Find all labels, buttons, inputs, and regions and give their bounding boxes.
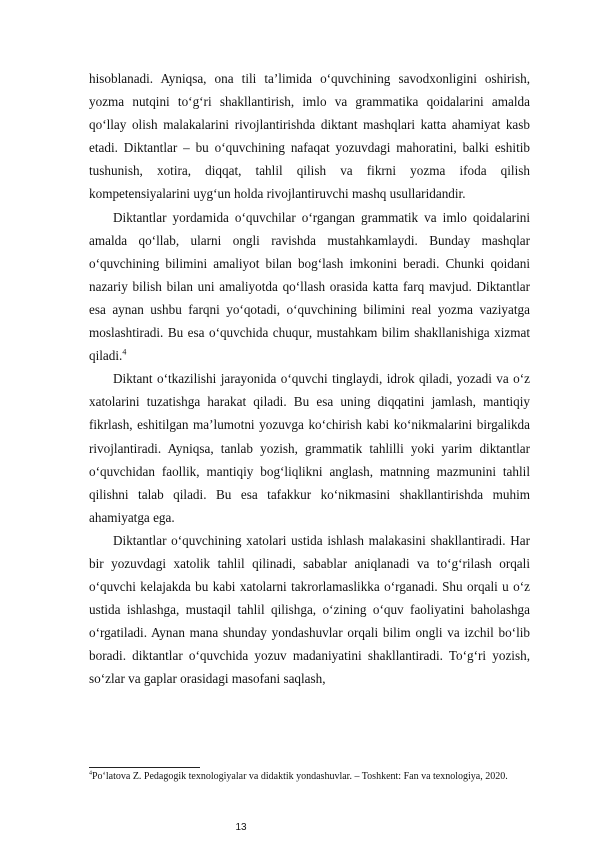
footnote-reference[interactable]: 4 — [122, 347, 127, 357]
footnote-text: Po‘latova Z. Pedagogik texnologiyalar va didaktik yondashuvlar. – Toshkent: Fan va texnologiya, 2020. — [92, 771, 508, 782]
paragraph-2 — [89, 206, 530, 368]
paragraph-2-text: Diktantlar yordamida o‘quvchilar o‘rgangan grammatik va imlo qoidalarini amalda qo‘llab, ularni ongli ravishda mustahkamlaydi. Bunday mashqlar o‘quvchining bilimini amaliyot bilan bog‘lash imkonini beradi. Chunki qoidani nazariy bilish bilan uni amaliyotda qo‘llash orasida katta farq mavjud. Diktantlar esa aynan ushbu farqni yo‘qotadi, o‘quvchining bilimini real yozma vaziyatga moslashtiradi. Bu esa o‘quvchida chuqur, mustahkam bilim shakllanishiga xizmat qiladi. — [89, 209, 530, 364]
paragraph-4-text: Diktantlar o‘quvchining xatolari ustida ishlash malakasini shakllantiradi. Har bir yozuvdagi xatolik tahlil qilinadi, sabablar aniqlanadi va to‘g‘rilash orqali o‘quvchi kelajakda bu kabi xatolarni takrorlamaslikka o‘rganadi. Shu orqali u o‘z ustida ishlashga, mustaqil tahlil qilishga, o‘zining o‘quv faoliyatini baholashga o‘rgatiladi. Aynan mana shunday yondashuvlar orqali bilim ongli va izchil bo‘lib boradi. diktantlar o‘quvchida yozuv madaniyatini shakllantiradi. To‘g‘ri yozish, so‘zlar va gaplar orasidagi masofani saqlash, — [89, 532, 530, 687]
paragraph-4 — [89, 529, 530, 691]
paragraph-1 — [89, 67, 530, 206]
paragraph-3 — [89, 367, 530, 529]
footnote-separator — [89, 767, 200, 768]
footnote — [89, 770, 529, 783]
body-text — [89, 67, 530, 691]
paragraph-1-text: hisoblanadi. Ayniqsa, ona tili ta’limida o‘quvchining savodxonligini oshirish, yozma nutqini to‘g‘ri shakllantirish, imlo va grammatika qoidalarini amalda qo‘llay olish malakalarini rivojlantirishda diktant mashqlari katta ahamiyat kasb etadi. Diktantlar – bu o‘quvchining nafaqat yozuvdagi mahoratini, balki eshitib tushunish, xotira, diqqat, tahlil qilish va fikrni yozma ifoda qilish kompetensiyalarini uyg‘un holda rivojlantiruvchi mashq usullaridandir. — [89, 71, 530, 202]
page-number: 13 — [235, 822, 247, 833]
footnote-number: 4 — [89, 770, 92, 777]
paragraph-3-text: Diktant o‘tkazilishi jarayonida o‘quvchi tinglaydi, idrok qiladi, yozadi va o‘z xatolarini tuzatishga harakat qiladi. Bu esa uning diqqatini jamlash, mantiqiy fikrlash, eshitilgan ma’lumotni yozuvga ko‘chirish kabi ko‘nikmalarini birgalikda rivojlantiradi. Ayniqsa, tanlab yozish, grammatik tahlilli yoki yarim diktantlar o‘quvchidan faollik, mantiqiy bog‘liqlikni anglash, matnning mazmunini tahlil qilishni talab qiladi. Bu esa tafakkur ko‘nikmasini shakllantirishda muhim ahamiyatga ega. — [89, 371, 530, 525]
